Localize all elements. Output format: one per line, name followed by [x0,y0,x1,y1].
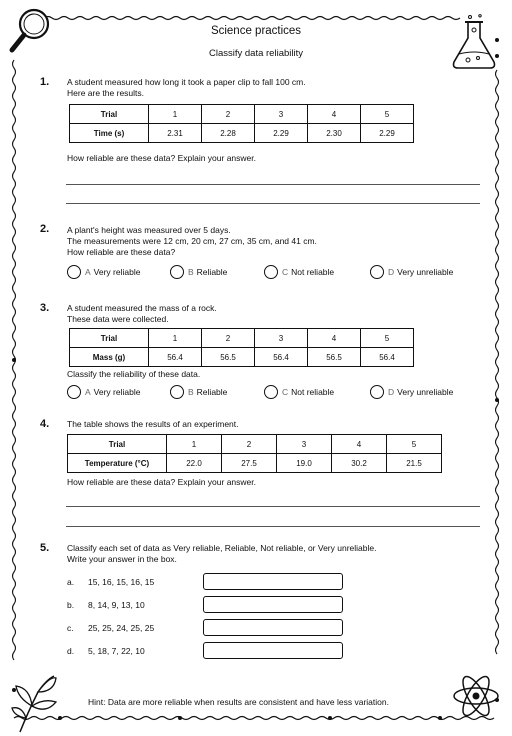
option-letter: B [188,387,194,397]
option-c-not-reliable[interactable] [264,385,334,399]
leaf-icon [10,672,64,734]
option-d-very-unreliable[interactable] [370,265,453,279]
item-data: 5, 18, 7, 22, 10 [88,646,145,656]
table-cell: 1 [167,435,222,454]
question-1-text: Here are the results. [67,88,145,98]
question-1-number: 1. [40,76,50,88]
radio-circle[interactable] [370,385,384,399]
question-3-prompt: Classify the reliability of these data. [67,369,201,379]
table-header-cell: Trial [68,435,167,454]
table-cell: 21.5 [387,454,442,473]
question-3-table [69,328,414,367]
question-4-text: The table shows the results of an experiment. [67,419,239,429]
table-cell: 56.4 [361,348,414,367]
option-letter: B [188,267,194,277]
table-cell: 22.0 [167,454,222,473]
table-cell: 56.5 [202,348,255,367]
item-letter: b. [67,600,75,610]
table-cell: 3 [255,329,308,348]
table-row [68,454,442,473]
table-cell: 56.5 [308,348,361,367]
table-header-cell: Trial [70,105,149,124]
question-5-text: Write your answer in the box. [67,554,177,564]
option-label: Very unreliable [397,387,454,397]
table-cell: 2.31 [149,124,202,143]
table-header-cell: Temperature (°C) [68,454,167,473]
option-letter: D [388,387,395,397]
table-cell: 2 [202,329,255,348]
table-cell: 3 [277,435,332,454]
flask-icon [446,14,502,72]
item-data: 25, 25, 24, 25, 25 [88,623,155,633]
question-4-prompt: How reliable are these data? Explain your answer. [67,477,256,487]
table-cell: 4 [332,435,387,454]
border-right [496,70,499,654]
option-letter: C [282,267,289,277]
table-cell: 2.29 [361,124,414,143]
item-data: 15, 16, 15, 16, 15 [88,577,155,587]
question-3-text: These data were collected. [67,314,169,324]
question-4-number: 4. [40,418,50,430]
table-cell: 4 [308,329,361,348]
question-2-number: 2. [40,223,50,235]
question-2-text: The measurements were 12 cm, 20 cm, 27 cm, 35 cm, and 41 cm. [67,236,317,246]
radio-circle[interactable] [170,385,184,399]
border-bottom [14,717,494,720]
question-1-table [69,104,414,143]
answer-box[interactable] [203,596,343,613]
answer-box[interactable] [203,573,343,590]
option-label: Very reliable [93,387,141,397]
table-cell: 30.2 [332,454,387,473]
border-top [44,17,460,20]
table-row [70,105,414,124]
table-cell: 1 [149,329,202,348]
table-cell: 56.4 [255,348,308,367]
radio-circle[interactable] [170,265,184,279]
option-label: Very reliable [93,267,141,277]
option-b-reliable[interactable] [170,385,227,399]
question-1-text: A student measured how long it took a paper clip to fall 100 cm. [67,77,306,87]
question-5-text: Classify each set of data as Very reliable, Reliable, Not reliable, or Very unreliable. [67,543,377,553]
answer-line[interactable] [66,526,480,527]
table-cell: 3 [255,105,308,124]
table-header-cell: Trial [70,329,149,348]
table-row [70,329,414,348]
answer-line[interactable] [66,184,480,185]
question-3-text: A student measured the mass of a rock. [67,303,217,313]
table-cell: 1 [149,105,202,124]
radio-circle[interactable] [67,385,81,399]
option-label: Reliable [196,387,228,397]
table-cell: 56.4 [149,348,202,367]
answer-box[interactable] [203,619,343,636]
answer-box[interactable] [203,642,343,659]
table-cell: 5 [361,105,414,124]
item-letter: c. [67,623,74,633]
table-header-cell: Mass (g) [70,348,149,367]
option-a-very-reliable[interactable] [67,385,140,399]
table-row [70,348,414,367]
radio-circle[interactable] [264,265,278,279]
option-b-reliable[interactable] [170,265,227,279]
table-header-cell: Time (s) [70,124,149,143]
table-row [70,124,414,143]
table-cell: 19.0 [277,454,332,473]
option-d-very-unreliable[interactable] [370,385,453,399]
option-label: Not reliable [291,267,335,277]
question-2-text: A plant's height was measured over 5 days. [67,225,231,235]
question-2-text: How reliable are these data? [67,247,176,257]
page-title: Science practices [210,25,302,37]
table-cell: 2 [202,105,255,124]
table-cell: 27.5 [222,454,277,473]
table-row [68,435,442,454]
option-letter: C [282,387,289,397]
table-cell: 5 [387,435,442,454]
option-c-not-reliable[interactable] [264,265,334,279]
item-letter: d. [67,646,75,656]
question-5-number: 5. [40,542,50,554]
item-data: 8, 14, 9, 13, 10 [88,600,145,610]
option-a-very-reliable[interactable] [67,265,140,279]
option-label: Very unreliable [397,267,454,277]
table-cell: 2.28 [202,124,255,143]
item-letter: a. [67,577,75,587]
radio-circle[interactable] [370,265,384,279]
atom-icon [450,670,502,722]
option-letter: D [388,267,395,277]
question-3-number: 3. [40,302,50,314]
option-label: Reliable [196,267,228,277]
table-cell: 4 [308,105,361,124]
table-cell: 5 [361,329,414,348]
radio-circle[interactable] [264,385,278,399]
question-1-prompt: How reliable are these data? Explain your answer. [67,153,256,163]
option-letter: A [85,387,91,397]
table-cell: 2.29 [255,124,308,143]
table-cell: 2 [222,435,277,454]
option-letter: A [85,267,91,277]
question-4-table [67,434,442,473]
answer-line[interactable] [66,203,480,204]
option-label: Not reliable [291,387,335,397]
page-subtitle: Classify data reliability [209,48,303,59]
answer-line[interactable] [66,506,480,507]
hint-text: Hint: Data are more reliable when results are consistent and have less variation. [88,697,389,707]
radio-circle[interactable] [67,265,81,279]
table-cell: 2.30 [308,124,361,143]
